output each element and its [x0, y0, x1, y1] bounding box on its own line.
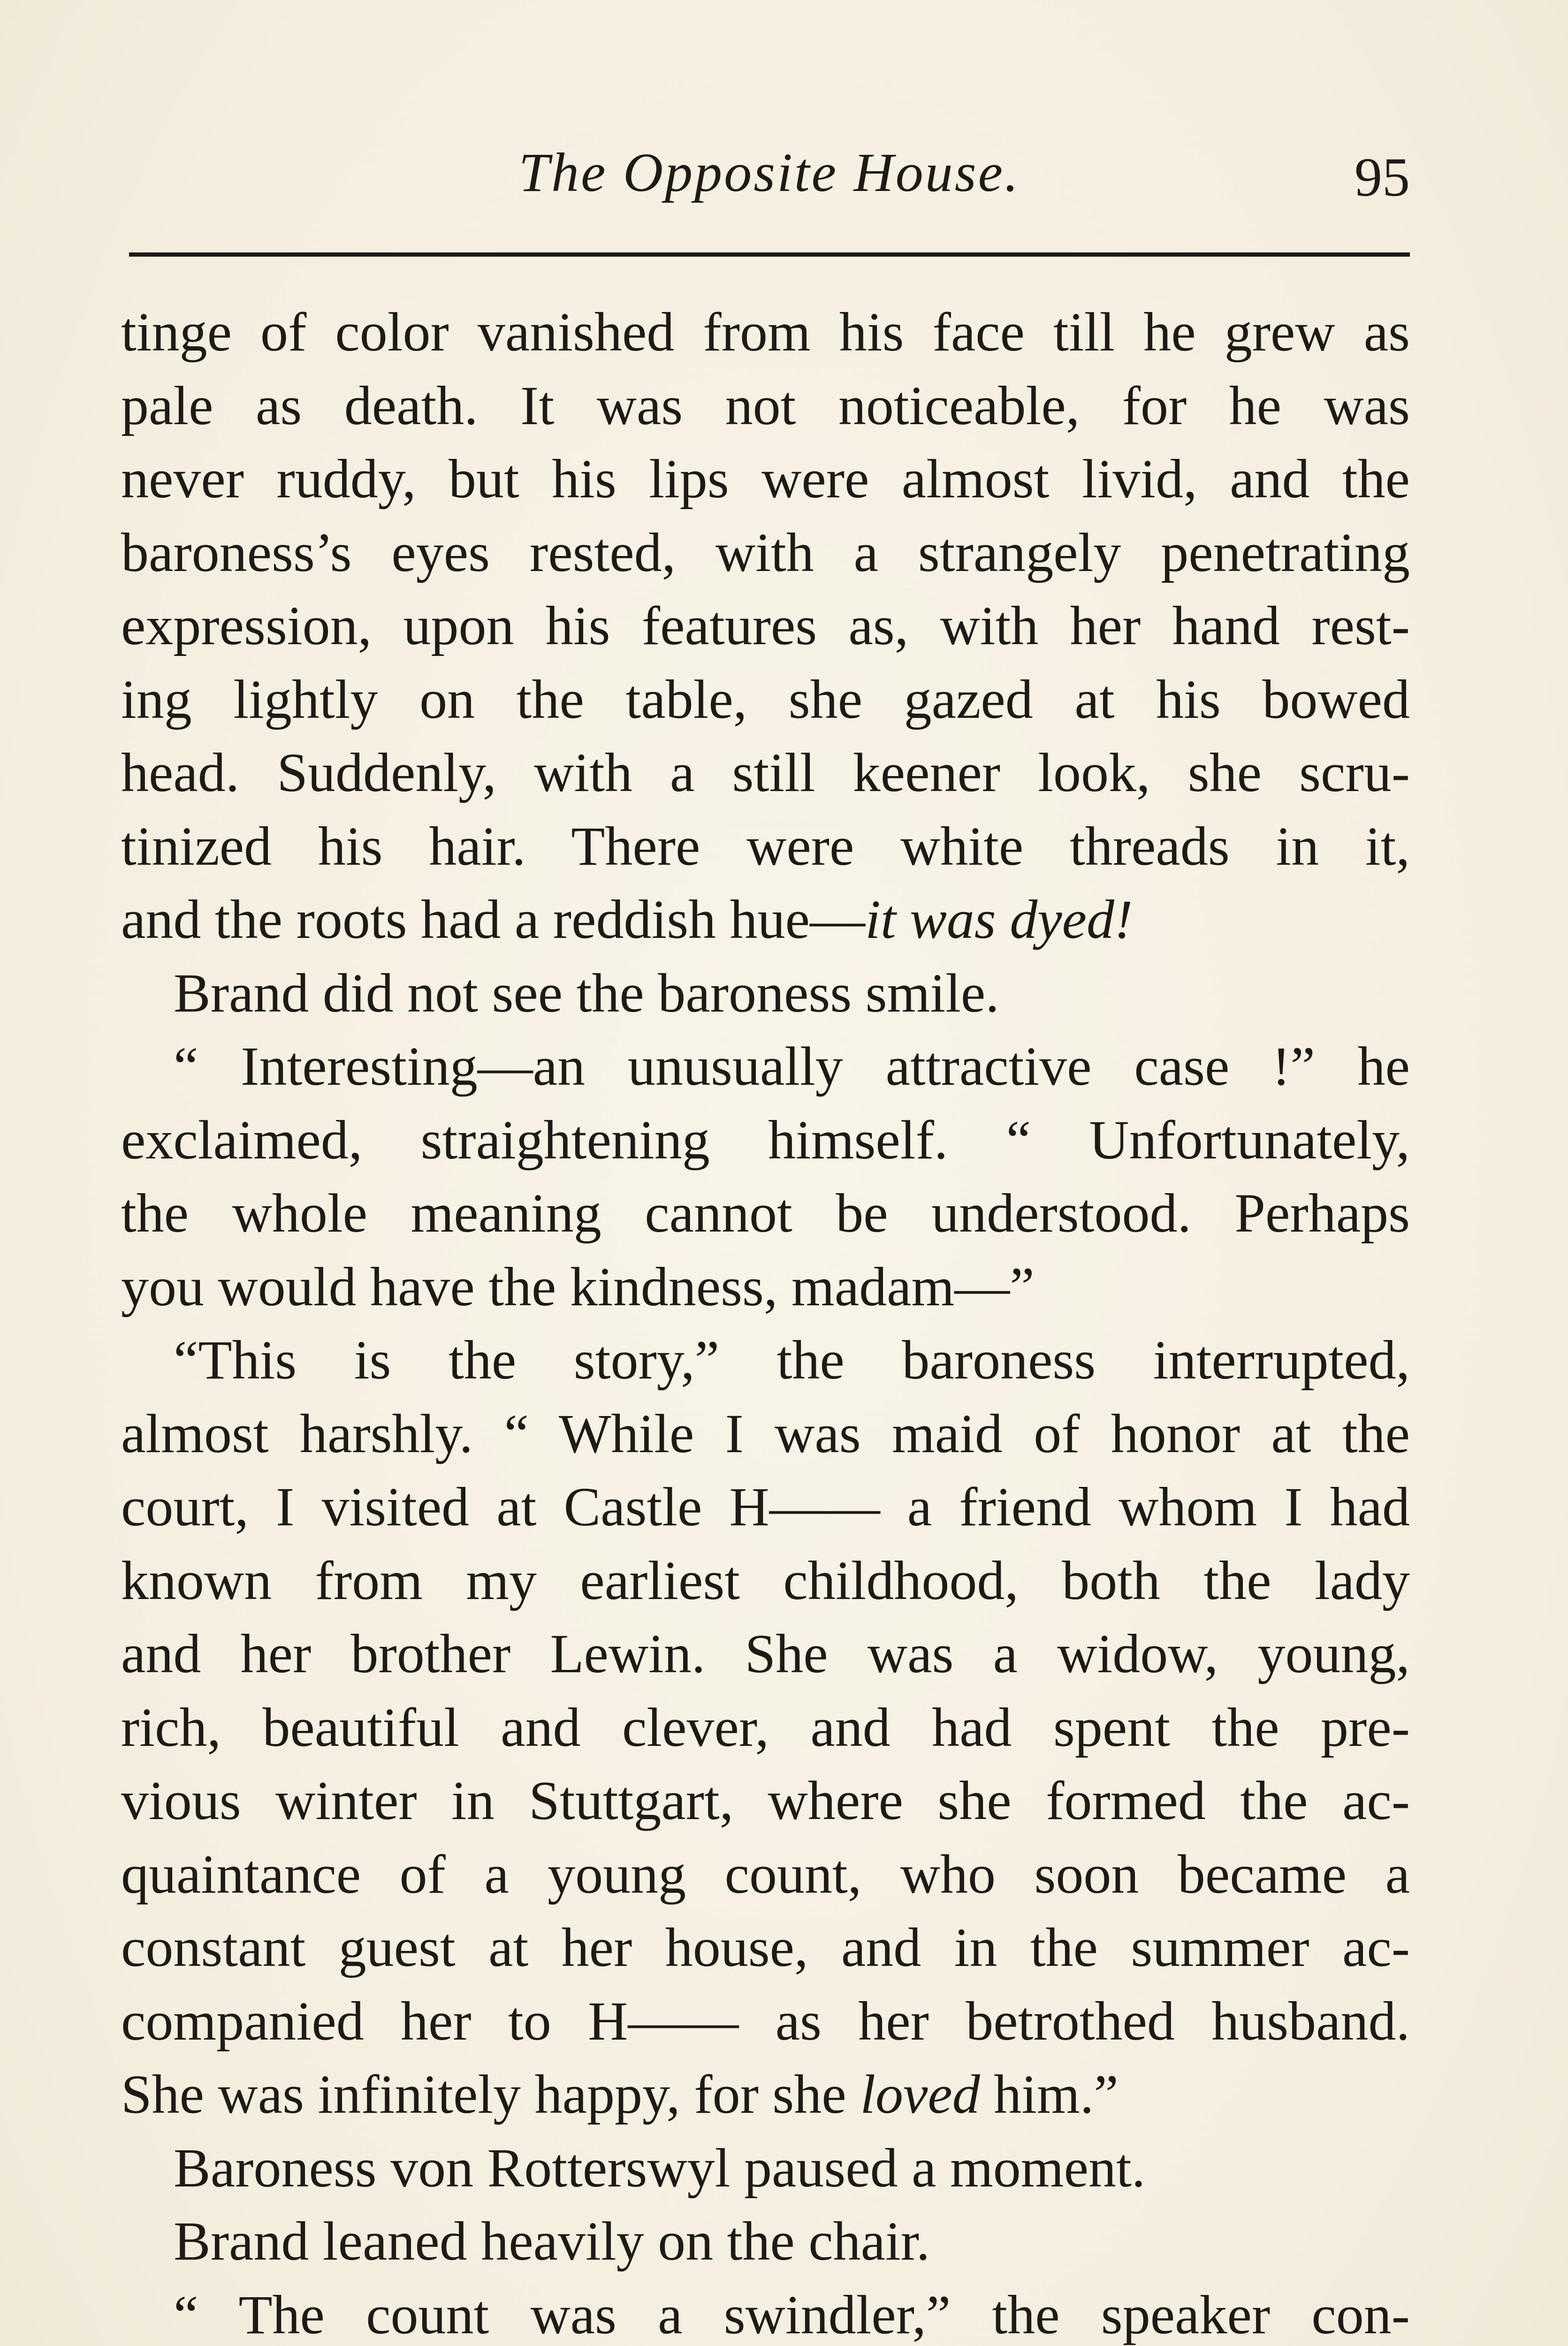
line-text: tinized his hair. There were white threads in it,: [121, 815, 1410, 877]
text-line: [121, 1617, 1410, 1691]
text-line: [121, 1470, 1410, 1544]
text-line: [121, 2132, 1410, 2205]
line-text: ing lightly on the table, she gazed at his bowed: [121, 668, 1410, 730]
text-line: [121, 516, 1410, 590]
text-line: [121, 2058, 1410, 2132]
line-text: Brand leaned heavily on the chair.: [174, 2210, 930, 2272]
line-text: court, I visited at Castle H—— a friend whom I had: [121, 1476, 1410, 1538]
page-header: [129, 136, 1410, 208]
italic-text: it was dyed!: [865, 889, 1133, 950]
line-text: expression, upon his features as, with her hand rest-: [121, 595, 1410, 656]
text-line: [121, 2278, 1410, 2346]
line-text: and her brother Lewin. She was a widow, young,: [121, 1623, 1410, 1684]
text-line: [121, 296, 1410, 369]
line-text: head. Suddenly, with a still keener look, she scru-: [121, 742, 1410, 803]
line-text: and the roots had a reddish hue—: [121, 889, 866, 950]
text-line: [121, 883, 1410, 957]
text-line: [121, 957, 1410, 1030]
text-line: [121, 1764, 1410, 1838]
text-line: [121, 810, 1410, 884]
line-text: baroness’s eyes rested, with a strangely penetrating: [121, 521, 1410, 583]
text-line: [121, 663, 1410, 737]
line-text: constant guest at her house, and in the summer ac-: [121, 1917, 1410, 1978]
line-text: Baroness von Rotterswyl paused a moment.: [174, 2137, 1146, 2199]
line-text: vious winter in Stuttgart, where she formed the ac-: [121, 1770, 1410, 1831]
italic-text: loved: [860, 2064, 980, 2125]
text-line: [121, 1397, 1410, 1471]
line-text: almost harshly. “ While I was maid of honor at the: [121, 1402, 1410, 1464]
line-text: known from my earliest childhood, both the lady: [121, 1549, 1410, 1611]
text-line: [121, 1177, 1410, 1250]
line-text: quaintance of a young count, who soon became a: [121, 1843, 1410, 1905]
text-line: [121, 736, 1410, 810]
line-text: exclaimed, straightening himself. “ Unfortunately,: [121, 1109, 1410, 1171]
text-line: [121, 1104, 1410, 1177]
text-line: [121, 589, 1410, 663]
line-text: She was infinitely happy, for she: [121, 2064, 860, 2125]
line-text: pale as death. It was not noticeable, for he was: [121, 374, 1410, 436]
line-text-after: him.”: [980, 2064, 1119, 2125]
text-line: [121, 1030, 1410, 1104]
text-line: [121, 1691, 1410, 1765]
text-line: [121, 442, 1410, 516]
text-line: [121, 2205, 1410, 2278]
header-rule: [129, 252, 1410, 257]
body-text: [121, 296, 1410, 2346]
line-text: Brand did not see the baroness smile.: [174, 962, 999, 1024]
text-line: [121, 1324, 1410, 1397]
running-title: The Opposite House.: [518, 142, 1020, 203]
line-text: “ Interesting—an unusually attractive case !” he: [174, 1036, 1410, 1097]
line-text: companied her to H—— as her betrothed husband.: [121, 1990, 1410, 2052]
text-line: [121, 1544, 1410, 1618]
text-line: [121, 369, 1410, 443]
text-line: [121, 1985, 1410, 2058]
line-text: the whole meaning cannot be understood. Perhaps: [121, 1182, 1410, 1244]
text-line: [121, 1250, 1410, 1324]
text-line: [121, 1838, 1410, 1912]
line-text: tinge of color vanished from his face till he grew as: [121, 301, 1410, 363]
line-text: never ruddy, but his lips were almost livid, and the: [121, 448, 1410, 510]
line-text: “This is the story,” the baroness interrupted,: [174, 1329, 1410, 1391]
line-text: you would have the kindness, madam—”: [121, 1256, 1035, 1318]
page-number: 95: [1355, 146, 1410, 208]
line-text: rich, beautiful and clever, and had spent the pre-: [121, 1696, 1410, 1758]
text-line: [121, 1911, 1410, 1985]
line-text: “ The count was a swindler,” the speaker con-: [174, 2284, 1410, 2346]
